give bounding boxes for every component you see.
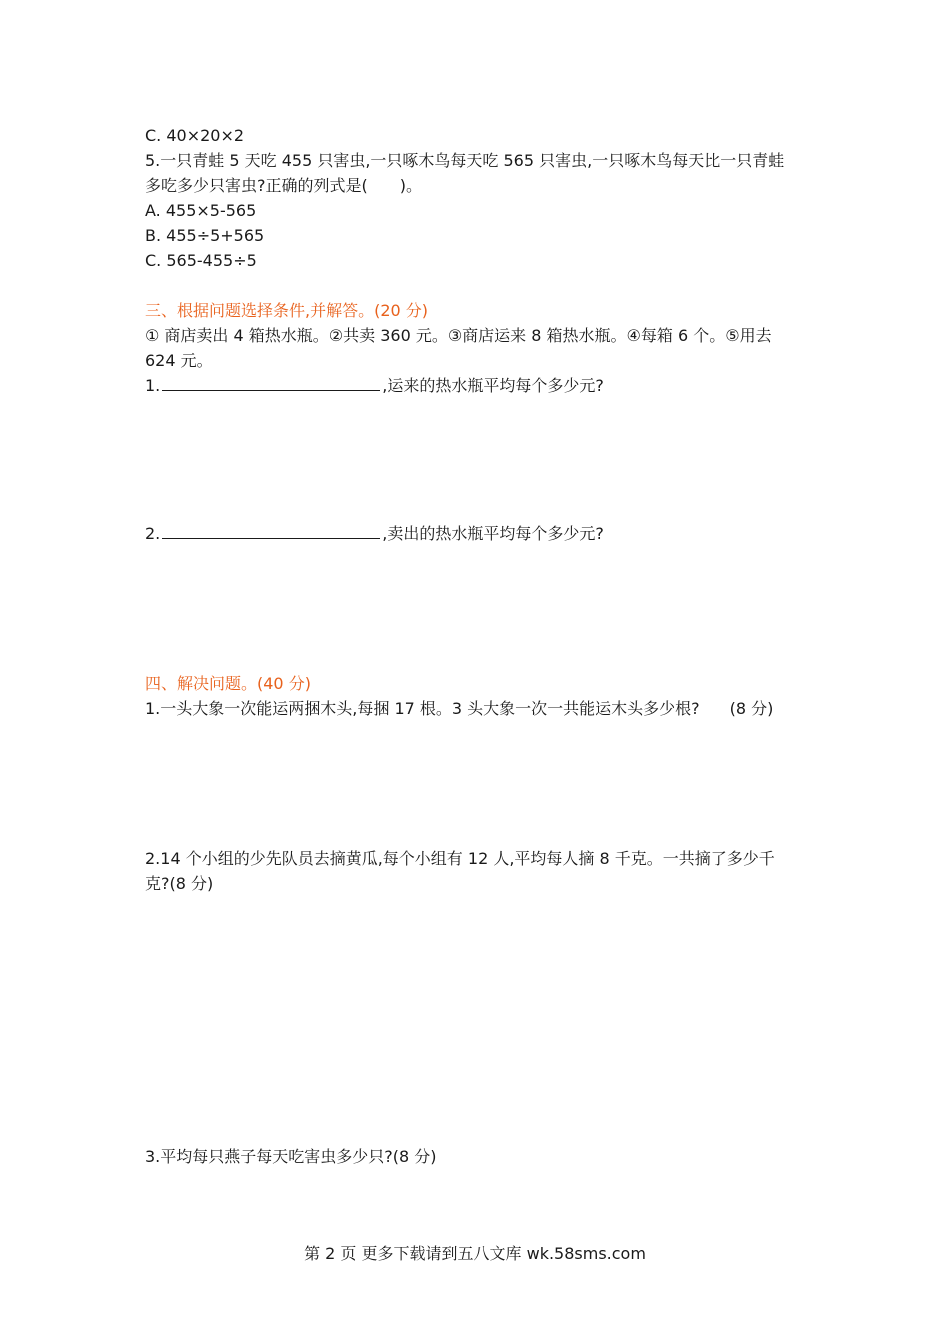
section3-question-1 [145,375,604,397]
q5-option-a: A. 455×5-565 [145,201,257,220]
section3-conditions-line1: ① 商店卖出 4 箱热水瓶。②共卖 360 元。③商店运来 8 箱热水瓶。④每箱 6 个。⑤用去 [145,326,772,345]
q4-option-c: C. 40×20×2 [145,126,245,145]
section4-question-2-line2: 克?(8 分) [145,874,214,893]
answer-blank-1[interactable] [162,376,380,391]
section4-question-3: 3.平均每只燕子每天吃害虫多少只?(8 分) [145,1147,437,1166]
question-number: 1. [145,376,161,395]
section3-question-2 [145,523,604,545]
question-text: ,卖出的热水瓶平均每个多少元? [382,524,604,543]
section4-question-1 [145,698,773,720]
section3-conditions-line2: 624 元。 [145,351,213,370]
question-text: 1.一头大象一次能运两捆木头,每捆 17 根。3 头大象一次一共能运木头多少根? [145,699,700,718]
question-number: 2. [145,524,161,543]
section4-heading: 四、解决问题。(40 分) [145,674,311,693]
q5-question-line1: 5.一只青蛙 5 天吃 455 只害虫,一只啄木鸟每天吃 565 只害虫,一只啄木鸟每天比一只青蛙 [145,151,785,170]
q5-question-line2: 多吃多少只害虫?正确的列式是( )。 [145,176,422,195]
question-score: (8 分) [729,699,774,718]
q5-option-b: B. 455÷5+565 [145,226,265,245]
section3-heading: 三、根据问题选择条件,并解答。(20 分) [145,301,429,320]
section4-question-2-line1: 2.14 个小组的少先队员去摘黄瓜,每个小组有 12 人,平均每人摘 8 千克。一共摘了多少千 [145,849,775,868]
page-footer: 第 2 页 更多下载请到五八文库 wk.58sms.com [304,1244,646,1263]
q5-option-c: C. 565-455÷5 [145,251,257,270]
answer-blank-2[interactable] [162,524,380,539]
question-text: ,运来的热水瓶平均每个多少元? [382,376,604,395]
